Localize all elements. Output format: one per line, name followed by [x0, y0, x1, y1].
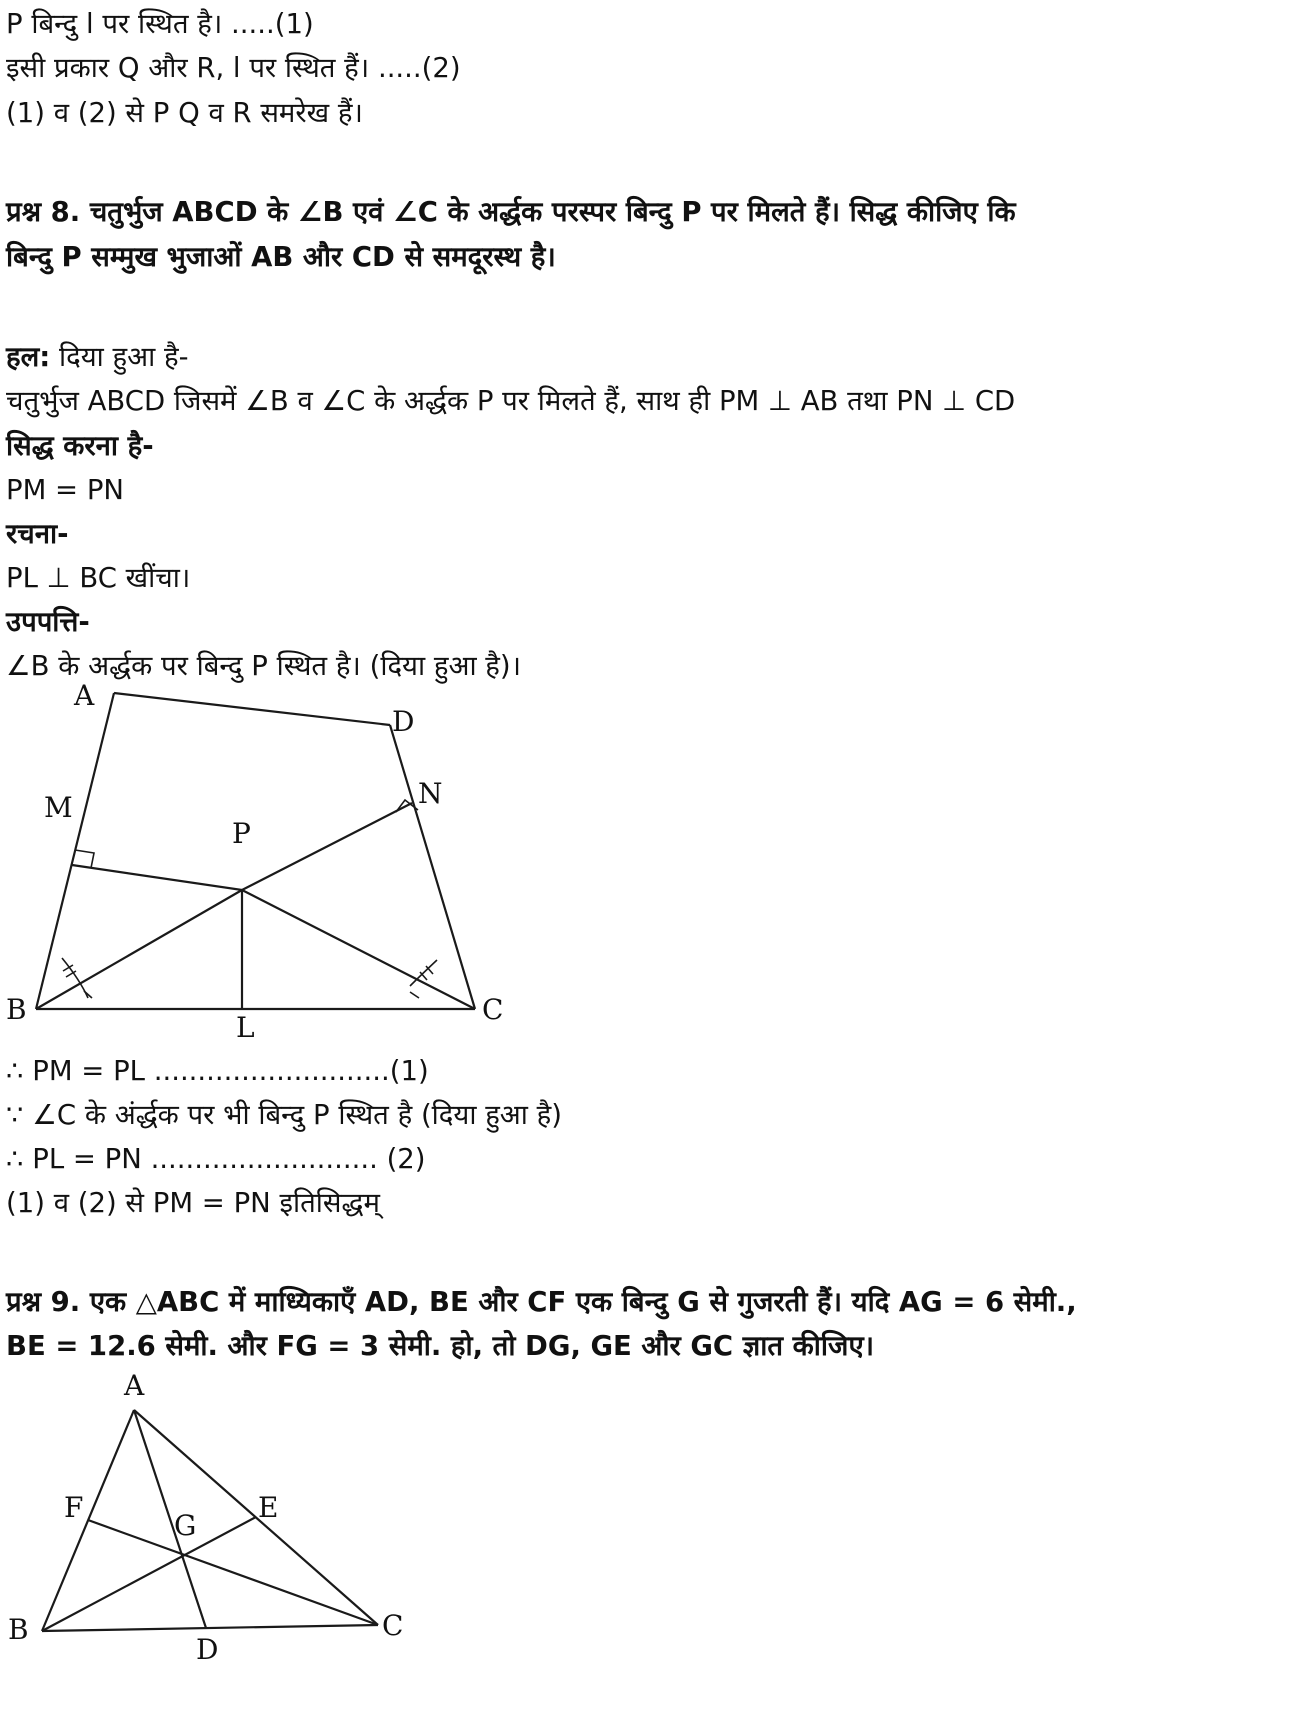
question-9-heading: BE = 12.6 सेमी. और FG = 3 सेमी. हो, तो DG, GE और GC ज्ञात कीजिए। [6, 1330, 875, 1362]
vertex-label-c: C [482, 993, 504, 1026]
text-line: (1) व (2) से P Q व R समरेख हैं। [6, 97, 363, 129]
construction-label: रचना- [6, 518, 69, 550]
proof-text: ∴ PL = PN .......................... (2) [6, 1143, 426, 1175]
side-ab [36, 693, 114, 1009]
solution-line [6, 337, 189, 377]
side-ad [114, 693, 390, 725]
proof-conclusion: (1) व (2) से PM = PN इतिसिद्धम् [6, 1187, 380, 1219]
to-prove-text: PM = PN [6, 474, 124, 506]
proof-label: उपपत्ति- [6, 606, 90, 638]
to-prove-label: सिद्ध करना है- [6, 430, 154, 462]
segment-pn [242, 803, 412, 890]
vertex-label-c: C [382, 1609, 404, 1642]
text-line: P बिन्दु l पर स्थित है। .....(1) [6, 8, 314, 40]
quadrilateral-figure [0, 680, 520, 1050]
side-bc [42, 1625, 378, 1631]
proof-text: ∵ ∠C के अंर्द्धक पर भी बिन्दु P स्थित है (दिया हुआ है) [6, 1099, 562, 1131]
question-8-heading: बिन्दु P सम्मुख भुजाओं AB और CD से समदूरस्थ है। [6, 241, 556, 273]
vertex-label-b: B [6, 993, 27, 1026]
vertex-label-a: A [124, 1369, 145, 1402]
question-8-heading: प्रश्न 8. चतुर्भुज ABCD के ∠B एवं ∠C के अर्द्धक परस्पर बिन्दु P पर मिलते हैं। सिद्ध कीजिए कि [6, 196, 1016, 228]
segment-pb [36, 890, 242, 1009]
side-dc [390, 725, 475, 1009]
text-line: इसी प्रकार Q और R, l पर स्थित हैं। .....(2) [6, 52, 461, 84]
proof-text: ∠B के अर्द्धक पर बिन्दु P स्थित है। (दिया हुआ है)। [6, 650, 522, 682]
point-label-n: N [418, 777, 443, 810]
segment-pm [72, 865, 242, 890]
proof-text: ∴ PM = PL ...........................(1) [6, 1055, 429, 1087]
segment-pc [242, 890, 475, 1009]
vertex-label-a: A [74, 679, 95, 712]
point-label-m: M [44, 791, 73, 824]
given-text: चतुर्भुज ABCD जिसमें ∠B व ∠C के अर्द्धक P पर मिलते हैं, साथ ही PM ⊥ AB तथा PN ⊥ CD [6, 385, 1016, 417]
point-label-p: P [232, 817, 251, 850]
point-label-l: L [236, 1011, 255, 1044]
point-label-f: F [64, 1491, 84, 1524]
vertex-label-d: D [392, 705, 415, 738]
solution-label: हल: [6, 341, 51, 373]
construction-text: PL ⊥ BC खींचा। [6, 562, 191, 594]
point-label-e: E [258, 1491, 279, 1524]
median-be [42, 1517, 256, 1631]
point-label-d: D [196, 1633, 219, 1666]
solution-text: दिया हुआ है- [50, 341, 189, 373]
question-9-heading: प्रश्न 9. एक △ABC में माध्यिकाएँ AD, BE और CF एक बिन्दु G से गुजरती हैं। यदि AG = 6 सेमी., [6, 1286, 1077, 1318]
point-label-g: G [174, 1509, 197, 1542]
median-cf [88, 1520, 378, 1625]
vertex-label-b: B [8, 1613, 29, 1646]
